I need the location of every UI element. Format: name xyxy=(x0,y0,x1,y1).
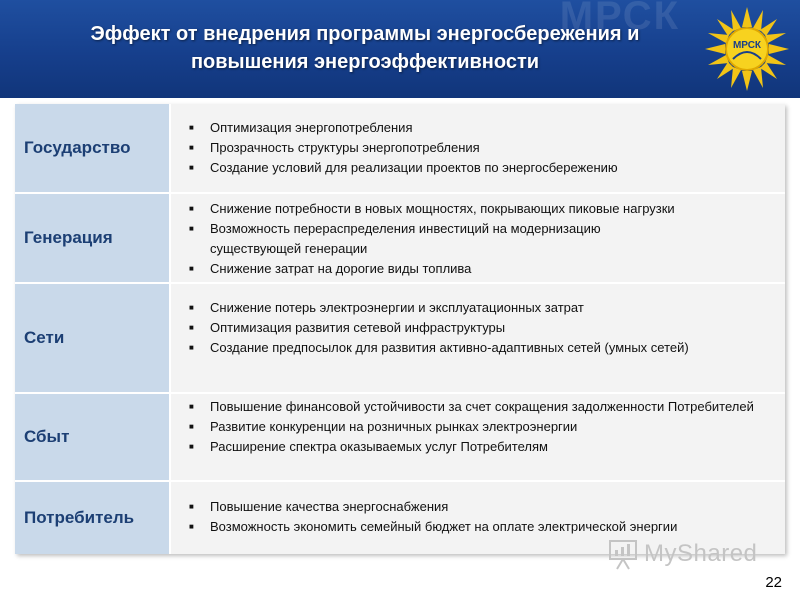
slide-title xyxy=(20,20,710,76)
site-watermark xyxy=(608,536,778,572)
slide-title-line-2: повышения энергоэффективности xyxy=(190,51,540,73)
list-item xyxy=(189,437,777,457)
item-text: Снижение затрат на дорогие виды топлива xyxy=(210,261,472,276)
table-row xyxy=(15,104,785,194)
item-text: Оптимизация развития сетевой инфраструктуры xyxy=(210,320,506,335)
square-bullet-icon: ■ xyxy=(189,502,194,511)
page-number: 22 xyxy=(765,574,782,591)
category-cell xyxy=(15,104,171,192)
items-cell xyxy=(171,194,785,282)
items-cell xyxy=(171,104,785,192)
table-row xyxy=(15,284,785,394)
logo-text: МРСК xyxy=(732,40,762,51)
list-item xyxy=(189,298,777,318)
list-item xyxy=(189,219,777,259)
item-text: Оптимизация энергопотребления xyxy=(210,120,413,135)
item-text: Повышение качества энергоснабжения xyxy=(210,499,449,514)
list-item xyxy=(189,318,777,338)
square-bullet-icon: ■ xyxy=(189,323,194,332)
table-row xyxy=(15,394,785,482)
category-cell xyxy=(15,482,171,554)
category-label: Потребитель xyxy=(24,508,135,527)
slide-title-line-1: Эффект от внедрения программы энергосбережения и xyxy=(90,23,640,45)
list-item xyxy=(189,417,777,437)
square-bullet-icon: ■ xyxy=(189,123,194,132)
square-bullet-icon: ■ xyxy=(189,422,194,431)
category-cell xyxy=(15,394,171,480)
category-label: Сети xyxy=(24,328,65,347)
item-text: Создание условий для реализации проектов по энергосбережению xyxy=(210,160,618,175)
item-text: Снижение потребности в новых мощностях, покрывающих пиковые нагрузки xyxy=(210,201,675,216)
list-item xyxy=(189,517,777,537)
square-bullet-icon: ■ xyxy=(189,402,194,411)
item-text: Развитие конкуренции на розничных рынках электроэнергии xyxy=(210,419,578,434)
item-text: Снижение потерь электроэнергии и эксплуатационных затрат xyxy=(210,300,584,315)
presentation-board-icon xyxy=(608,538,638,570)
square-bullet-icon: ■ xyxy=(189,442,194,451)
item-text: Возможность перераспределения инвестиций на модернизацию существующей генерации xyxy=(210,221,601,256)
item-text: Создание предпосылок для развития активно-адаптивных сетей (умных сетей) xyxy=(210,340,689,355)
item-text: Расширение спектра оказываемых услуг Потребителям xyxy=(210,439,548,454)
category-label: Генерация xyxy=(24,228,113,247)
items-cell xyxy=(171,394,785,480)
square-bullet-icon: ■ xyxy=(189,264,194,273)
item-text: Повышение финансовой устойчивости за счет сокращения задолженности Потребителей xyxy=(210,399,754,414)
list-item xyxy=(189,338,777,358)
category-cell xyxy=(15,194,171,282)
list-item xyxy=(189,118,777,138)
effects-table xyxy=(15,104,785,554)
list-item xyxy=(189,259,777,279)
square-bullet-icon: ■ xyxy=(189,204,194,213)
list-item xyxy=(189,397,777,417)
list-item xyxy=(189,138,777,158)
category-label: Государство xyxy=(24,138,131,157)
site-watermark-text: MyShared xyxy=(644,540,758,567)
item-text: Возможность экономить семейный бюджет на оплате электрической энергии xyxy=(210,519,678,534)
square-bullet-icon: ■ xyxy=(189,163,194,172)
square-bullet-icon: ■ xyxy=(189,303,194,312)
square-bullet-icon: ■ xyxy=(189,224,194,233)
category-cell xyxy=(15,284,171,392)
items-cell xyxy=(171,284,785,392)
list-item xyxy=(189,199,777,219)
square-bullet-icon: ■ xyxy=(189,143,194,152)
header-watermark: МРСК xyxy=(559,0,680,38)
list-item xyxy=(189,158,777,178)
square-bullet-icon: ■ xyxy=(189,522,194,531)
square-bullet-icon: ■ xyxy=(189,343,194,352)
list-item xyxy=(189,497,777,517)
table-row xyxy=(15,194,785,284)
item-text: Прозрачность структуры энергопотребления xyxy=(210,140,480,155)
slide-header xyxy=(0,0,800,98)
sun-logo-icon xyxy=(702,4,792,94)
category-label: Сбыт xyxy=(24,427,70,446)
